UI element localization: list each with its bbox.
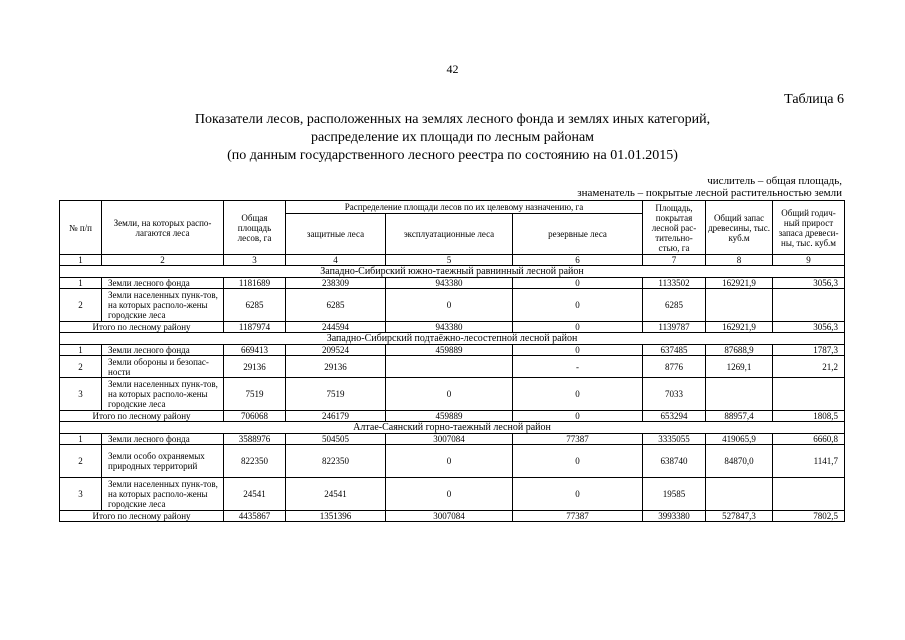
column-index-cell: 3	[224, 255, 286, 266]
land-category: Земли особо охраняемых природных территорий	[102, 445, 224, 478]
row-number: 2	[60, 289, 102, 322]
table-row	[60, 445, 845, 478]
region-name: Западно-Сибирский подтаёжно-лесостепной лесной район	[60, 333, 845, 345]
timber-stock: 1269,1	[706, 356, 773, 378]
header-row-1	[60, 201, 845, 214]
title-line-3: (по данным государственного лесного реестра по состоянию на 01.01.2015)	[227, 148, 678, 163]
annual-growth	[773, 378, 845, 411]
annual-growth: 7802,5	[773, 511, 845, 522]
header-stock: Общий запас древесины, тыс. куб.м	[706, 201, 773, 255]
timber-stock: 84870,0	[706, 445, 773, 478]
total-area: 24541	[224, 478, 286, 511]
timber-stock: 419065,9	[706, 434, 773, 445]
total-area: 822350	[224, 445, 286, 478]
land-category: Земли лесного фонда	[102, 434, 224, 445]
covered-area: 637485	[643, 345, 706, 356]
reserve-area: 0	[513, 378, 643, 411]
region-total-row	[60, 322, 845, 333]
reserve-area: 77387	[513, 434, 643, 445]
covered-area: 1139787	[643, 322, 706, 333]
column-index-cell: 8	[706, 255, 773, 266]
timber-stock	[706, 378, 773, 411]
total-area: 669413	[224, 345, 286, 356]
timber-stock: 162921,9	[706, 322, 773, 333]
note-denominator: знаменатель – покрытые лесной растительностью земли	[577, 187, 842, 199]
exploitation-area: 943380	[386, 278, 513, 289]
row-number: 2	[60, 356, 102, 378]
column-index-row	[60, 255, 845, 266]
total-area: 4435867	[224, 511, 286, 522]
table-title	[0, 111, 905, 165]
covered-area: 653294	[643, 411, 706, 422]
timber-stock: 527847,3	[706, 511, 773, 522]
protective-area: 209524	[286, 345, 386, 356]
annual-growth	[773, 478, 845, 511]
total-area: 7519	[224, 378, 286, 411]
region-row	[60, 333, 845, 345]
column-index-cell: 5	[386, 255, 513, 266]
covered-area: 7033	[643, 378, 706, 411]
protective-area: 1351396	[286, 511, 386, 522]
header-num: № п/п	[60, 201, 102, 255]
exploitation-area	[386, 356, 513, 378]
annual-growth: 1787,3	[773, 345, 845, 356]
exploitation-area: 3007084	[386, 434, 513, 445]
header-lands: Земли, на которых распо-лагаются леса	[102, 201, 224, 255]
reserve-area: 0	[513, 322, 643, 333]
table-body	[60, 201, 845, 522]
reserve-area: 0	[513, 345, 643, 356]
land-category: Земли обороны и безопас-ности	[102, 356, 224, 378]
title-line-1: Показатели лесов, расположенных на землях лесного фонда и землях иных категорий,	[194, 112, 711, 127]
table-label: Таблица 6	[784, 92, 844, 107]
timber-stock: 162921,9	[706, 278, 773, 289]
protective-area: 6285	[286, 289, 386, 322]
column-index-cell: 4	[286, 255, 386, 266]
land-category: Земли лесного фонда	[102, 278, 224, 289]
exploitation-area: 0	[386, 445, 513, 478]
header-reserve: резервные леса	[513, 214, 643, 255]
covered-area: 6285	[643, 289, 706, 322]
covered-area: 19585	[643, 478, 706, 511]
protective-area: 24541	[286, 478, 386, 511]
covered-area: 1133502	[643, 278, 706, 289]
table-row	[60, 434, 845, 445]
row-number: 1	[60, 278, 102, 289]
header-total-area: Общая площадь лесов, га	[224, 201, 286, 255]
land-category: Земли лесного фонда	[102, 345, 224, 356]
reserve-area: 0	[513, 445, 643, 478]
land-category: Земли населенных пунк-тов, на которых располо-жены городские леса	[102, 478, 224, 511]
exploitation-area: 459889	[386, 411, 513, 422]
exploitation-area: 3007084	[386, 511, 513, 522]
table-row	[60, 356, 845, 378]
reserve-area: 0	[513, 478, 643, 511]
annual-growth: 21,2	[773, 356, 845, 378]
protective-area: 504505	[286, 434, 386, 445]
table-row	[60, 345, 845, 356]
protective-area: 246179	[286, 411, 386, 422]
reserve-area: -	[513, 356, 643, 378]
row-number: 3	[60, 378, 102, 411]
annual-growth: 6660,8	[773, 434, 845, 445]
region-total-row	[60, 511, 845, 522]
header-exploitation: эксплуатационные леса	[386, 214, 513, 255]
land-category: Земли населенных пунк-тов, на которых располо-жены городские леса	[102, 289, 224, 322]
exploitation-area: 943380	[386, 322, 513, 333]
land-category: Земли населенных пунк-тов, на которых располо-жены городские леса	[102, 378, 224, 411]
protective-area: 244594	[286, 322, 386, 333]
total-area: 1181689	[224, 278, 286, 289]
note-numerator: числитель – общая площадь,	[707, 175, 842, 187]
total-area: 6285	[224, 289, 286, 322]
region-total-row	[60, 411, 845, 422]
region-total-label: Итого по лесному району	[60, 511, 224, 522]
covered-area: 8776	[643, 356, 706, 378]
timber-stock	[706, 289, 773, 322]
total-area: 3588976	[224, 434, 286, 445]
row-number: 2	[60, 445, 102, 478]
timber-stock: 87688,9	[706, 345, 773, 356]
reserve-area: 0	[513, 289, 643, 322]
protective-area: 7519	[286, 378, 386, 411]
header-protective: защитные леса	[286, 214, 386, 255]
title-line-2: распределение их площади по лесным районам	[310, 130, 595, 145]
row-number: 1	[60, 434, 102, 445]
column-index-cell: 1	[60, 255, 102, 266]
protective-area: 822350	[286, 445, 386, 478]
table-row	[60, 478, 845, 511]
reserve-area: 0	[513, 278, 643, 289]
annual-growth	[773, 289, 845, 322]
timber-stock	[706, 478, 773, 511]
region-row	[60, 266, 845, 278]
column-index-cell: 9	[773, 255, 845, 266]
reserve-area: 0	[513, 411, 643, 422]
exploitation-area: 0	[386, 478, 513, 511]
table-row	[60, 278, 845, 289]
table-row	[60, 378, 845, 411]
column-index-cell: 7	[643, 255, 706, 266]
protective-area: 238309	[286, 278, 386, 289]
region-name: Алтае-Саянский горно-таежный лесной район	[60, 422, 845, 434]
total-area: 706068	[224, 411, 286, 422]
forest-table	[59, 200, 845, 522]
row-number: 1	[60, 345, 102, 356]
exploitation-area: 0	[386, 378, 513, 411]
region-name: Западно-Сибирский южно-таежный равнинный лесной район	[60, 266, 845, 278]
annual-growth: 1808,5	[773, 411, 845, 422]
annual-growth: 3056,3	[773, 322, 845, 333]
covered-area: 638740	[643, 445, 706, 478]
column-index-cell: 2	[102, 255, 224, 266]
header-distribution: Распределение площади лесов по их целевому назначению, га	[286, 201, 643, 214]
header-growth: Общий годич-ный прирост запаса древеси-ны, тыс. куб.м	[773, 201, 845, 255]
column-index-cell: 6	[513, 255, 643, 266]
covered-area: 3993380	[643, 511, 706, 522]
region-total-label: Итого по лесному району	[60, 411, 224, 422]
exploitation-area: 459889	[386, 345, 513, 356]
row-number: 3	[60, 478, 102, 511]
annual-growth: 3056,3	[773, 278, 845, 289]
covered-area: 3335055	[643, 434, 706, 445]
total-area: 1187974	[224, 322, 286, 333]
total-area: 29136	[224, 356, 286, 378]
timber-stock: 88957,4	[706, 411, 773, 422]
header-covered-area: Площадь, покрытая лесной рас-тительно-стью, га	[643, 201, 706, 255]
table-row	[60, 289, 845, 322]
reserve-area: 77387	[513, 511, 643, 522]
protective-area: 29136	[286, 356, 386, 378]
annual-growth: 1141,7	[773, 445, 845, 478]
region-total-label: Итого по лесному району	[60, 322, 224, 333]
page-number: 42	[446, 62, 459, 76]
region-row	[60, 422, 845, 434]
exploitation-area: 0	[386, 289, 513, 322]
